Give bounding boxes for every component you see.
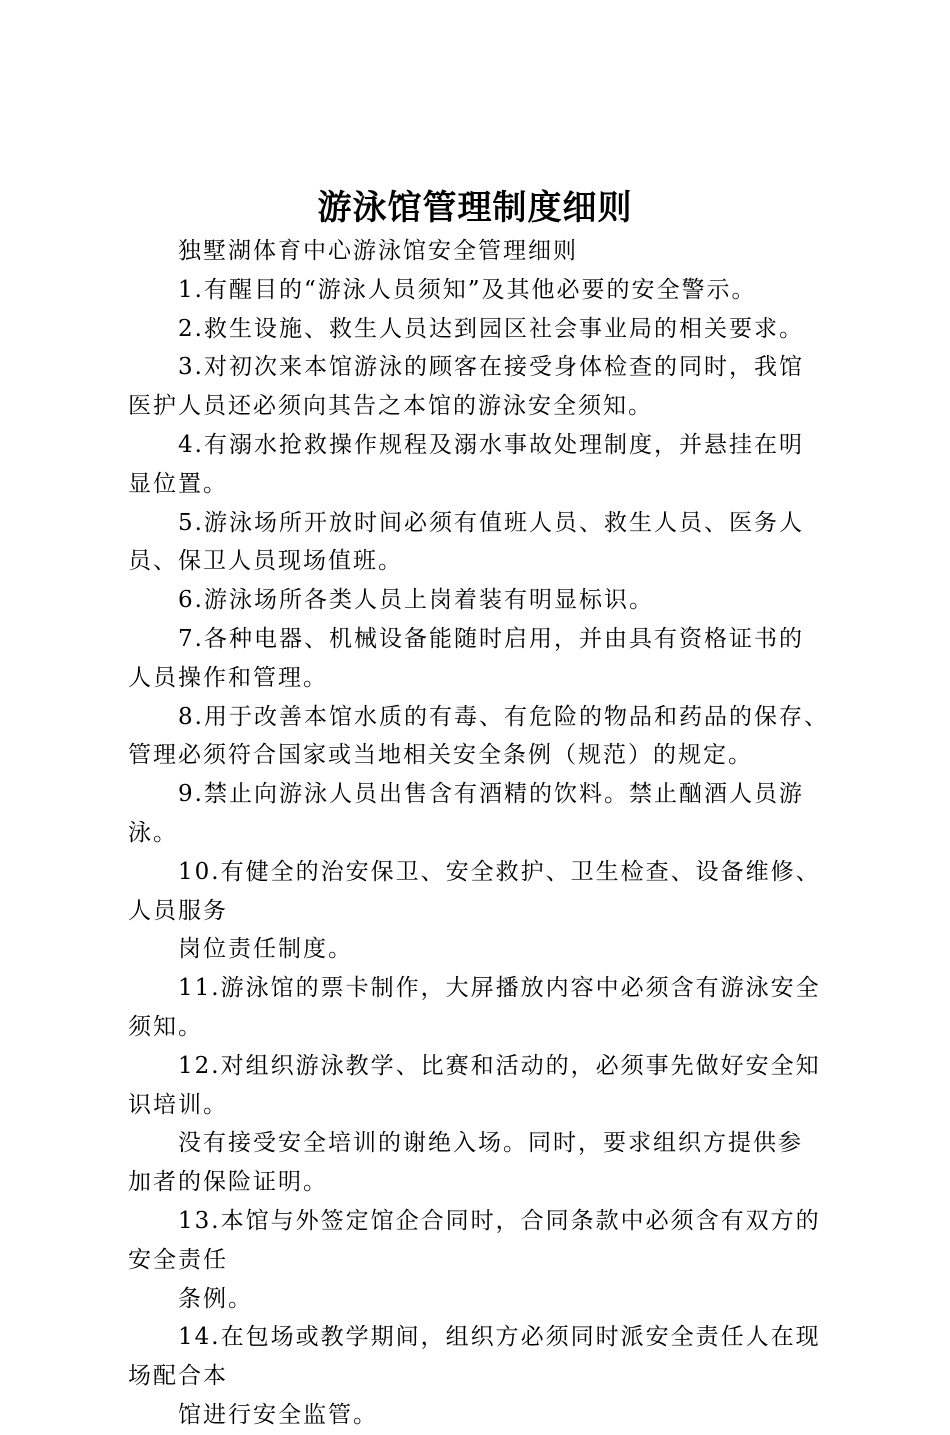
body-line: 馆进行安全监管。 (178, 1401, 378, 1428)
body-line: 医护人员还必须向其告之本馆的游泳安全须知。 (128, 393, 653, 420)
body-line: 安全责任 (128, 1246, 228, 1273)
body-line: 显位置。 (128, 470, 228, 497)
document-body (128, 232, 848, 1435)
body-line: 场配合本 (128, 1363, 228, 1390)
body-line: 8.用于改善本馆水质的有毒、有危险的物品和药品的保存、 (178, 703, 829, 730)
body-line: 12.对组织游泳教学、比赛和活动的，必须事先做好安全知 (178, 1052, 821, 1079)
body-line: 14.在包场或教学期间，组织方必须同时派安全责任人在现 (178, 1324, 821, 1351)
body-line: 4.有溺水抢救操作规程及溺水事故处理制度，并悬挂在明 (178, 431, 804, 458)
body-line: 10.有健全的治安保卫、安全救护、卫生检查、设备维修、 (178, 858, 821, 885)
body-line: 管理必须符合国家或当地相关安全条例（规范）的规定。 (128, 742, 753, 769)
body-line: 9.禁止向游泳人员出售含有酒精的饮料。禁止酗酒人员游 (178, 781, 804, 808)
body-line: 识培训。 (128, 1091, 228, 1118)
body-line: 7.各种电器、机械设备能随时启用，并由具有资格证书的 (178, 625, 804, 652)
body-line: 1.有醒目的“游泳人员须知”及其他必要的安全警示。 (178, 276, 757, 303)
body-line: 条例。 (178, 1285, 253, 1312)
body-line: 人员操作和管理。 (128, 664, 328, 691)
document-title: 游泳馆管理制度细则 (317, 188, 633, 228)
body-line: 独墅湖体育中心游泳馆安全管理细则 (178, 238, 578, 264)
body-line: 加者的保险证明。 (128, 1169, 328, 1196)
body-line: 岗位责任制度。 (178, 936, 353, 963)
body-line: 人员服务 (128, 897, 228, 924)
body-line: 11.游泳馆的票卡制作，大屏播放内容中必须含有游泳安全 (178, 975, 821, 1002)
body-line: 6.游泳场所各类人员上岗着装有明显标识。 (178, 587, 654, 614)
body-line: 没有接受安全培训的谢绝入场。同时，要求组织方提供参 (178, 1130, 803, 1157)
body-line: 13.本馆与外签定馆企合同时，合同条款中必须含有双方的 (178, 1207, 821, 1234)
body-line: 3.对初次来本馆游泳的顾客在接受身体检查的同时，我馆 (178, 354, 804, 381)
body-line: 5.游泳场所开放时间必须有值班人员、救生人员、医务人 (178, 509, 804, 536)
body-line: 须知。 (128, 1013, 203, 1040)
body-line: 泳。 (128, 819, 178, 846)
body-line: 2.救生设施、救生人员达到园区社会事业局的相关要求。 (178, 315, 804, 342)
body-line: 员、保卫人员现场值班。 (128, 548, 403, 575)
